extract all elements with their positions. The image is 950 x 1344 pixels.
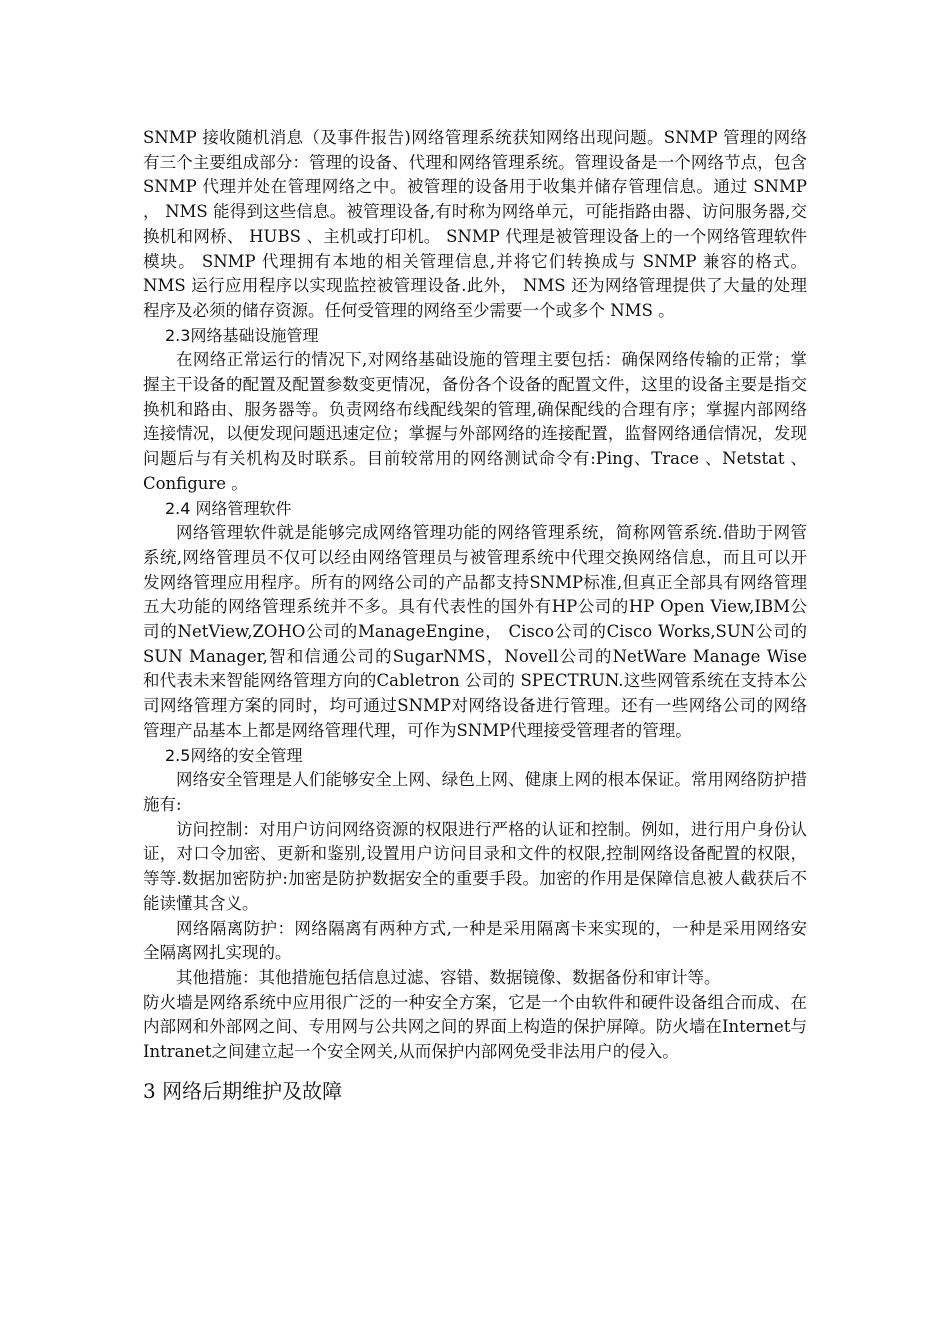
paragraph-other-measures: 其他措施：其他措施包括信息过滤、容错、数据镜像、数据备份和审计等。 bbox=[176, 967, 721, 987]
paragraph-infrastructure: 在网络正常运行的情况下,对网络基础设施的管理主要包括：确保网络传输的正常；掌握主干设备的配置及配置参数变更情况，备份各个设备的配置文件，这里的设备主要是指交换机和路由、服务器等。负责网络布线配线架的管理,确保配线的合理有序；掌握内部网络连接情况，以便发现问题迅速定位；掌握与外部网络的连接配置，监督网络通信情况，发现问题后与有关机构及时联系。目前较常用的网络测试命令有:Ping、Trace 、Netstat 、Configure 。 bbox=[143, 350, 807, 493]
section-heading-2-4: 2.4 网络管理软件 bbox=[165, 498, 292, 518]
paragraph-snmp: SNMP 接收随机消息（及事件报告)网络管理系统获知网络出现问题。SNMP 管理的网络有三个主要组成部分：管理的设备、代理和网络管理系统。管理设备是一个网络节点，包含 SNMP 代理并处在管理网络之中。被管理的设备用于收集并储存管理信息。通过 SNMP ， NMS 能得到这些信息。被管理设备,有时称为网络单元，可能指路由器、访问服务器,交换机和网桥、 HUBS 、主机或打印机。 SNMP 代理是被管理设备上的一个网络管理软件模块。 SNMP 代理拥有本地的相关管理信息,并将它们转换成与 SNMP 兼容的格式。 NMS 运行应用程序以实现监控被管理设备.此外， NMS 还为网络管理提供了大量的处理程序及必须的储存资源。任何受管理的网络至少需要一个或多个 NMS 。 bbox=[143, 128, 807, 320]
section-heading-2-3: 2.3网络基础设施管理 bbox=[165, 325, 319, 345]
paragraph-security-intro: 网络安全管理是人们能够安全上网、绿色上网、健康上网的根本保证。常用网络防护措施有: bbox=[143, 770, 807, 814]
document-body bbox=[143, 126, 807, 1103]
paragraph-network-isolation: 网络隔离防护：网络隔离有两种方式,一种是采用隔离卡来实现的，一种是采用网络安全隔离网扎实现的。 bbox=[143, 918, 807, 963]
paragraph-firewall: 防火墙是网络系统中应用很广泛的一种安全方案，它是一个由软件和硬件设备组合而成、在内部网和外部网之间、专用网与公共网之间的界面上构造的保护屏障。防火墙在Internet与Intranet之间建立起一个安全网关,从而保护内部网免受非法用户的侵入。 bbox=[143, 992, 807, 1062]
paragraph-management-software: 网络管理软件就是能够完成网络管理功能的网络管理系统，简称网管系统.借助于网管系统,网络管理员不仅可以经由网络管理员与被管理系统中代理交换网络信息，而且可以开发网络管理应用程序。所有的网络公司的产品都支持SNMP标准,但真正全部具有网络管理五大功能的网络管理系统并不多。具有代表性的国外有HP公司的HP Open View,IBM公司的NetView,ZOHO公司的ManageEngine， Cisco公司的Cisco Works,SUN公司的SUN Manager,智和信通公司的SugarNMS，Novell公司的NetWare Manage Wise 和代表未来智能网络管理方向的Cabletron 公司的 SPECTRUN.这些网管系统在支持本公司网络管理方案的同时，均可通过SNMP对网络设备进行管理。还有一些网络公司的网络管理产品基本上都是网络管理代理，可作为SNMP代理接受管理者的管理。 bbox=[143, 523, 807, 740]
paragraph-access-control: 访问控制：对用户访问网络资源的权限进行严格的认证和控制。例如，进行用户身份认证，对口令加密、更新和鉴别,设置用户访问目录和文件的权限,控制网络设备配置的权限，等等.数据加密防护:加密是防护数据安全的重要手段。加密的作用是保障信息被人截获后不能读懂其含义。 bbox=[143, 819, 807, 913]
section-heading-2-5: 2.5网络的安全管理 bbox=[165, 745, 303, 765]
chapter-heading-3: 3 网络后期维护及故障 bbox=[143, 1078, 343, 1103]
